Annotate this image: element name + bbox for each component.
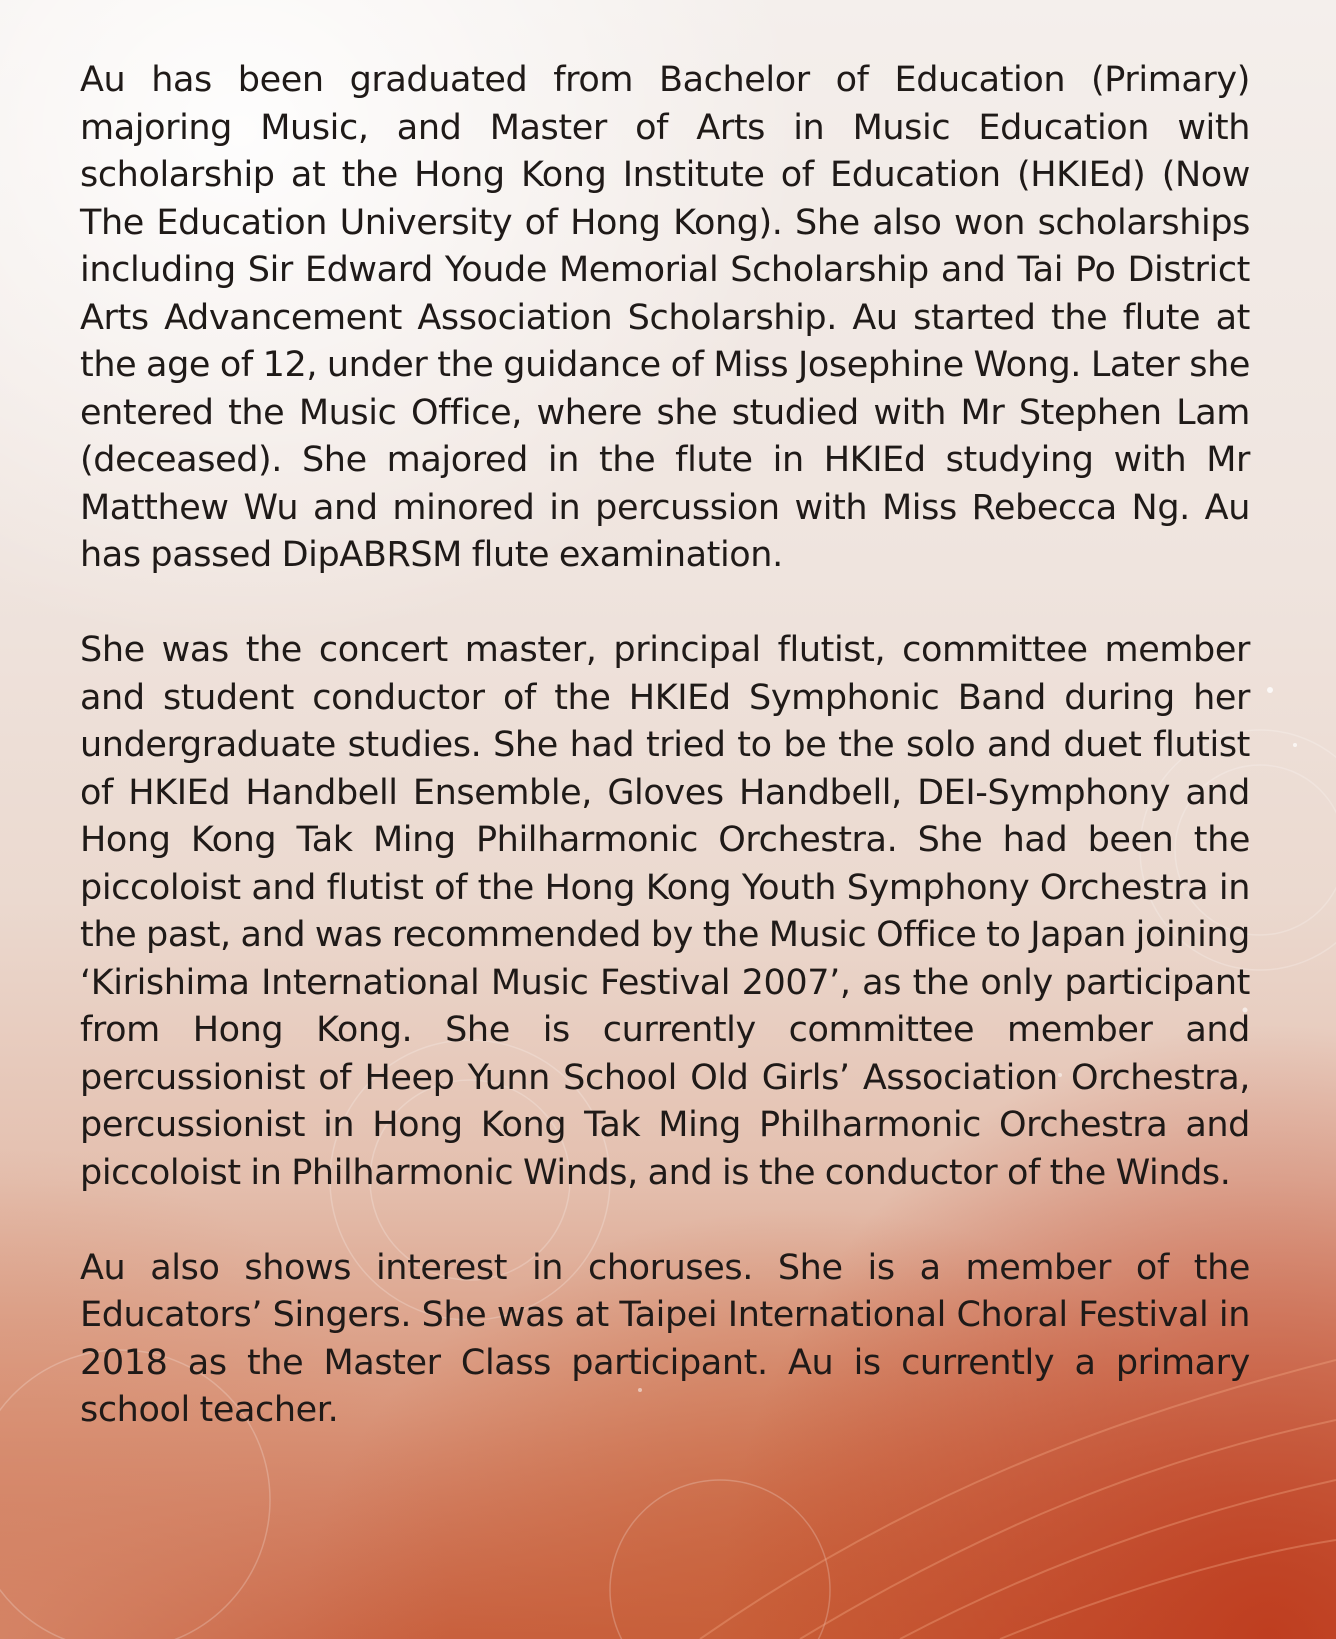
paragraph-choral: Au also shows interest in choruses. She is a member of the Educators’ Singers. She was at Taipei International Choral Festival in 2018 as the Master Class participant. Au is currently a primary school teacher.: [80, 1247, 1250, 1430]
paragraph-education: Au has been graduated from Bachelor of Education (Primary) majoring Music, and Master of Arts in Music Education with scholarship at the Hong Kong Institute of Education (HKIEd) (Now The Education University of Hong Kong). She also won scholarships including Sir Edward Youde Memorial Scholarship and Tai Po District Arts Advancement Association Scholarship. Au started the flute at the age of 12, under the guidance of Miss Josephine Wong. Later she entered the Music Office, where she studied with Mr Stephen Lam (deceased). She majored in the flute in HKIEd studying with Mr Matthew Wu and minored in percussion with Miss Rebecca Ng. Au has passed DipABRSM flute examination.: [80, 60, 1250, 575]
biography-text: [80, 57, 1250, 1435]
paragraph-performance: She was the concert master, principal flutist, committee member and student conductor of the HKIEd Symphonic Band during her undergraduate studies. She had tried to be the solo and duet flutist of HKIEd Handbell Ensemble, Gloves Handbell, DEI-Symphony and Hong Kong Tak Ming Philharmonic Orchestra. She had been the piccoloist and flutist of the Hong Kong Youth Symphony Orchestra in the past, and was recommended by the Music Office to Japan joining ‘Kirishima International Music Festival 2007’, as the only participant from Hong Kong. She is currently committee member and percussionist of Heep Yunn School Old Girls’ Association Orchestra, percussionist in Hong Kong Tak Ming Philharmonic Orchestra and piccoloist in Philharmonic Winds, and is the conductor of the Winds.: [80, 630, 1250, 1193]
